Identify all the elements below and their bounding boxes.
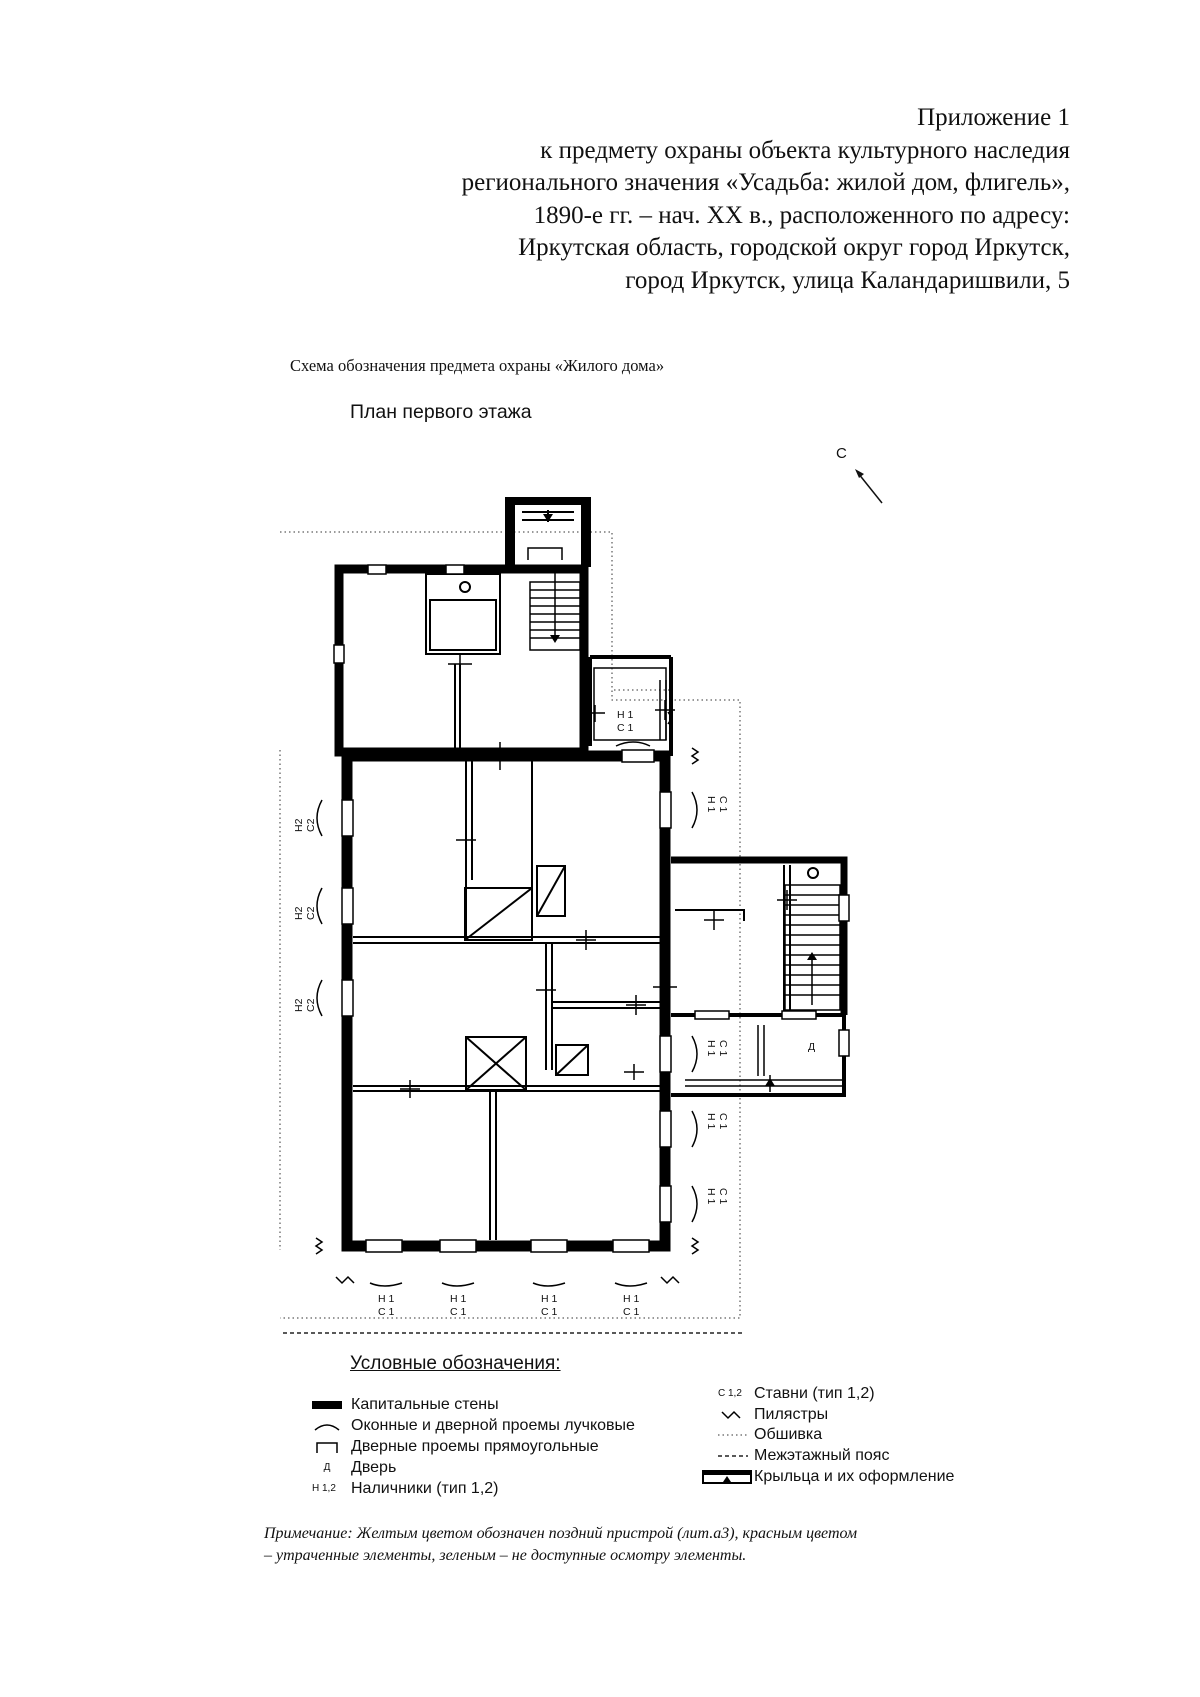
header-line: 1890-е гг. – нач. XX в., расположенного по адресу:	[533, 201, 1070, 229]
header-line: Приложение 1	[917, 104, 1070, 131]
stair-arrow-icon	[550, 635, 560, 643]
label-n1: Н 1	[705, 1188, 717, 1205]
label-n2: Н2	[293, 906, 305, 920]
label-c1: С 1	[378, 1306, 395, 1318]
label-n1: Н 1	[705, 1113, 717, 1130]
legend-item-belt: Межэтажный пояс	[718, 1447, 889, 1465]
legend-item-walls: Капитальные стены	[312, 1396, 499, 1414]
note-line: – утраченные элементы, зеленым – не доступные осмотру элементы.	[264, 1547, 747, 1564]
label-c1: С 1	[717, 796, 729, 813]
stairs-icon	[528, 548, 840, 1010]
scheme-title: Схема обозначения предмета охраны «Жилого дома»	[290, 356, 665, 375]
legend-item-trim: Н 1,2 Наличники (тип 1,2)	[312, 1480, 499, 1497]
legend-item-pilasters: Пилястры	[718, 1406, 828, 1424]
note-line: Примечание: Желтым цветом обозначен поздний пристрой (лит.а3), красным цветом	[264, 1525, 858, 1542]
north-arrow-icon	[855, 469, 882, 503]
rect-opening-icon	[312, 1440, 342, 1454]
label-c1: С 1	[717, 1188, 729, 1205]
label-c2: С2	[305, 818, 317, 832]
label-n1: Н 1	[705, 1040, 717, 1057]
porch-arrow-icon	[765, 1078, 775, 1086]
label-n1: Н 1	[450, 1293, 467, 1305]
wall-swatch-icon	[312, 1401, 342, 1409]
label-n1: Н 1	[623, 1293, 640, 1305]
arch-marks	[317, 742, 697, 1286]
stair-arrow-icon	[807, 952, 817, 960]
plan-title: План первого этажа	[350, 401, 532, 423]
legend-item-rect: Дверные проемы прямоугольные	[312, 1438, 599, 1456]
note	[264, 1523, 1044, 1567]
label-c2: С2	[305, 998, 317, 1012]
label-n2: Н2	[293, 818, 305, 832]
label-c1: С 1	[617, 722, 634, 734]
porch-right	[685, 1025, 844, 1092]
label-n2: Н2	[293, 998, 305, 1012]
arch-icon	[312, 1420, 342, 1432]
legend-item-door: Д Дверь	[323, 1459, 397, 1476]
north-label: С	[836, 445, 847, 462]
label-c1: С 1	[450, 1306, 467, 1318]
belt-icon	[718, 1453, 748, 1459]
capital-walls	[339, 569, 844, 1246]
pilaster-icon	[718, 1410, 748, 1420]
label-c1: С 1	[717, 1113, 729, 1130]
legend-title: Условные обозначения:	[350, 1353, 561, 1374]
legend-item-porches: Крыльца и их оформление	[702, 1468, 954, 1486]
legend-item-siding: Обшивка	[718, 1426, 822, 1444]
label-n1: Н 1	[378, 1293, 395, 1305]
label-c1: С 1	[623, 1306, 640, 1318]
header-line: регионального значения «Усадьба: жилой дом, флигель»,	[461, 169, 1070, 196]
label-c1: С 1	[541, 1306, 558, 1318]
siding-icon	[718, 1432, 748, 1438]
label-door: Д	[808, 1041, 816, 1053]
porch-icon	[702, 1469, 752, 1485]
label-n1: Н 1	[617, 709, 634, 721]
legend-item-arched: Оконные и дверной проемы лучковые	[312, 1417, 635, 1435]
legend-item-shutters: С 1,2 Ставни (тип 1,2)	[718, 1385, 875, 1402]
pilaster-marks	[316, 712, 698, 1283]
label-n1: Н 1	[705, 796, 717, 813]
label-n1: Н 1	[541, 1293, 558, 1305]
label-c1: С 1	[717, 1040, 729, 1057]
header-line: Иркутская область, городской округ город Иркутск,	[518, 234, 1070, 261]
label-c2: С2	[305, 906, 317, 920]
header-line: к предмету охраны объекта культурного наследия	[540, 136, 1070, 164]
stove-icon	[465, 866, 588, 1090]
header-line: город Иркутск, улица Каландаришвили, 5	[625, 266, 1070, 294]
